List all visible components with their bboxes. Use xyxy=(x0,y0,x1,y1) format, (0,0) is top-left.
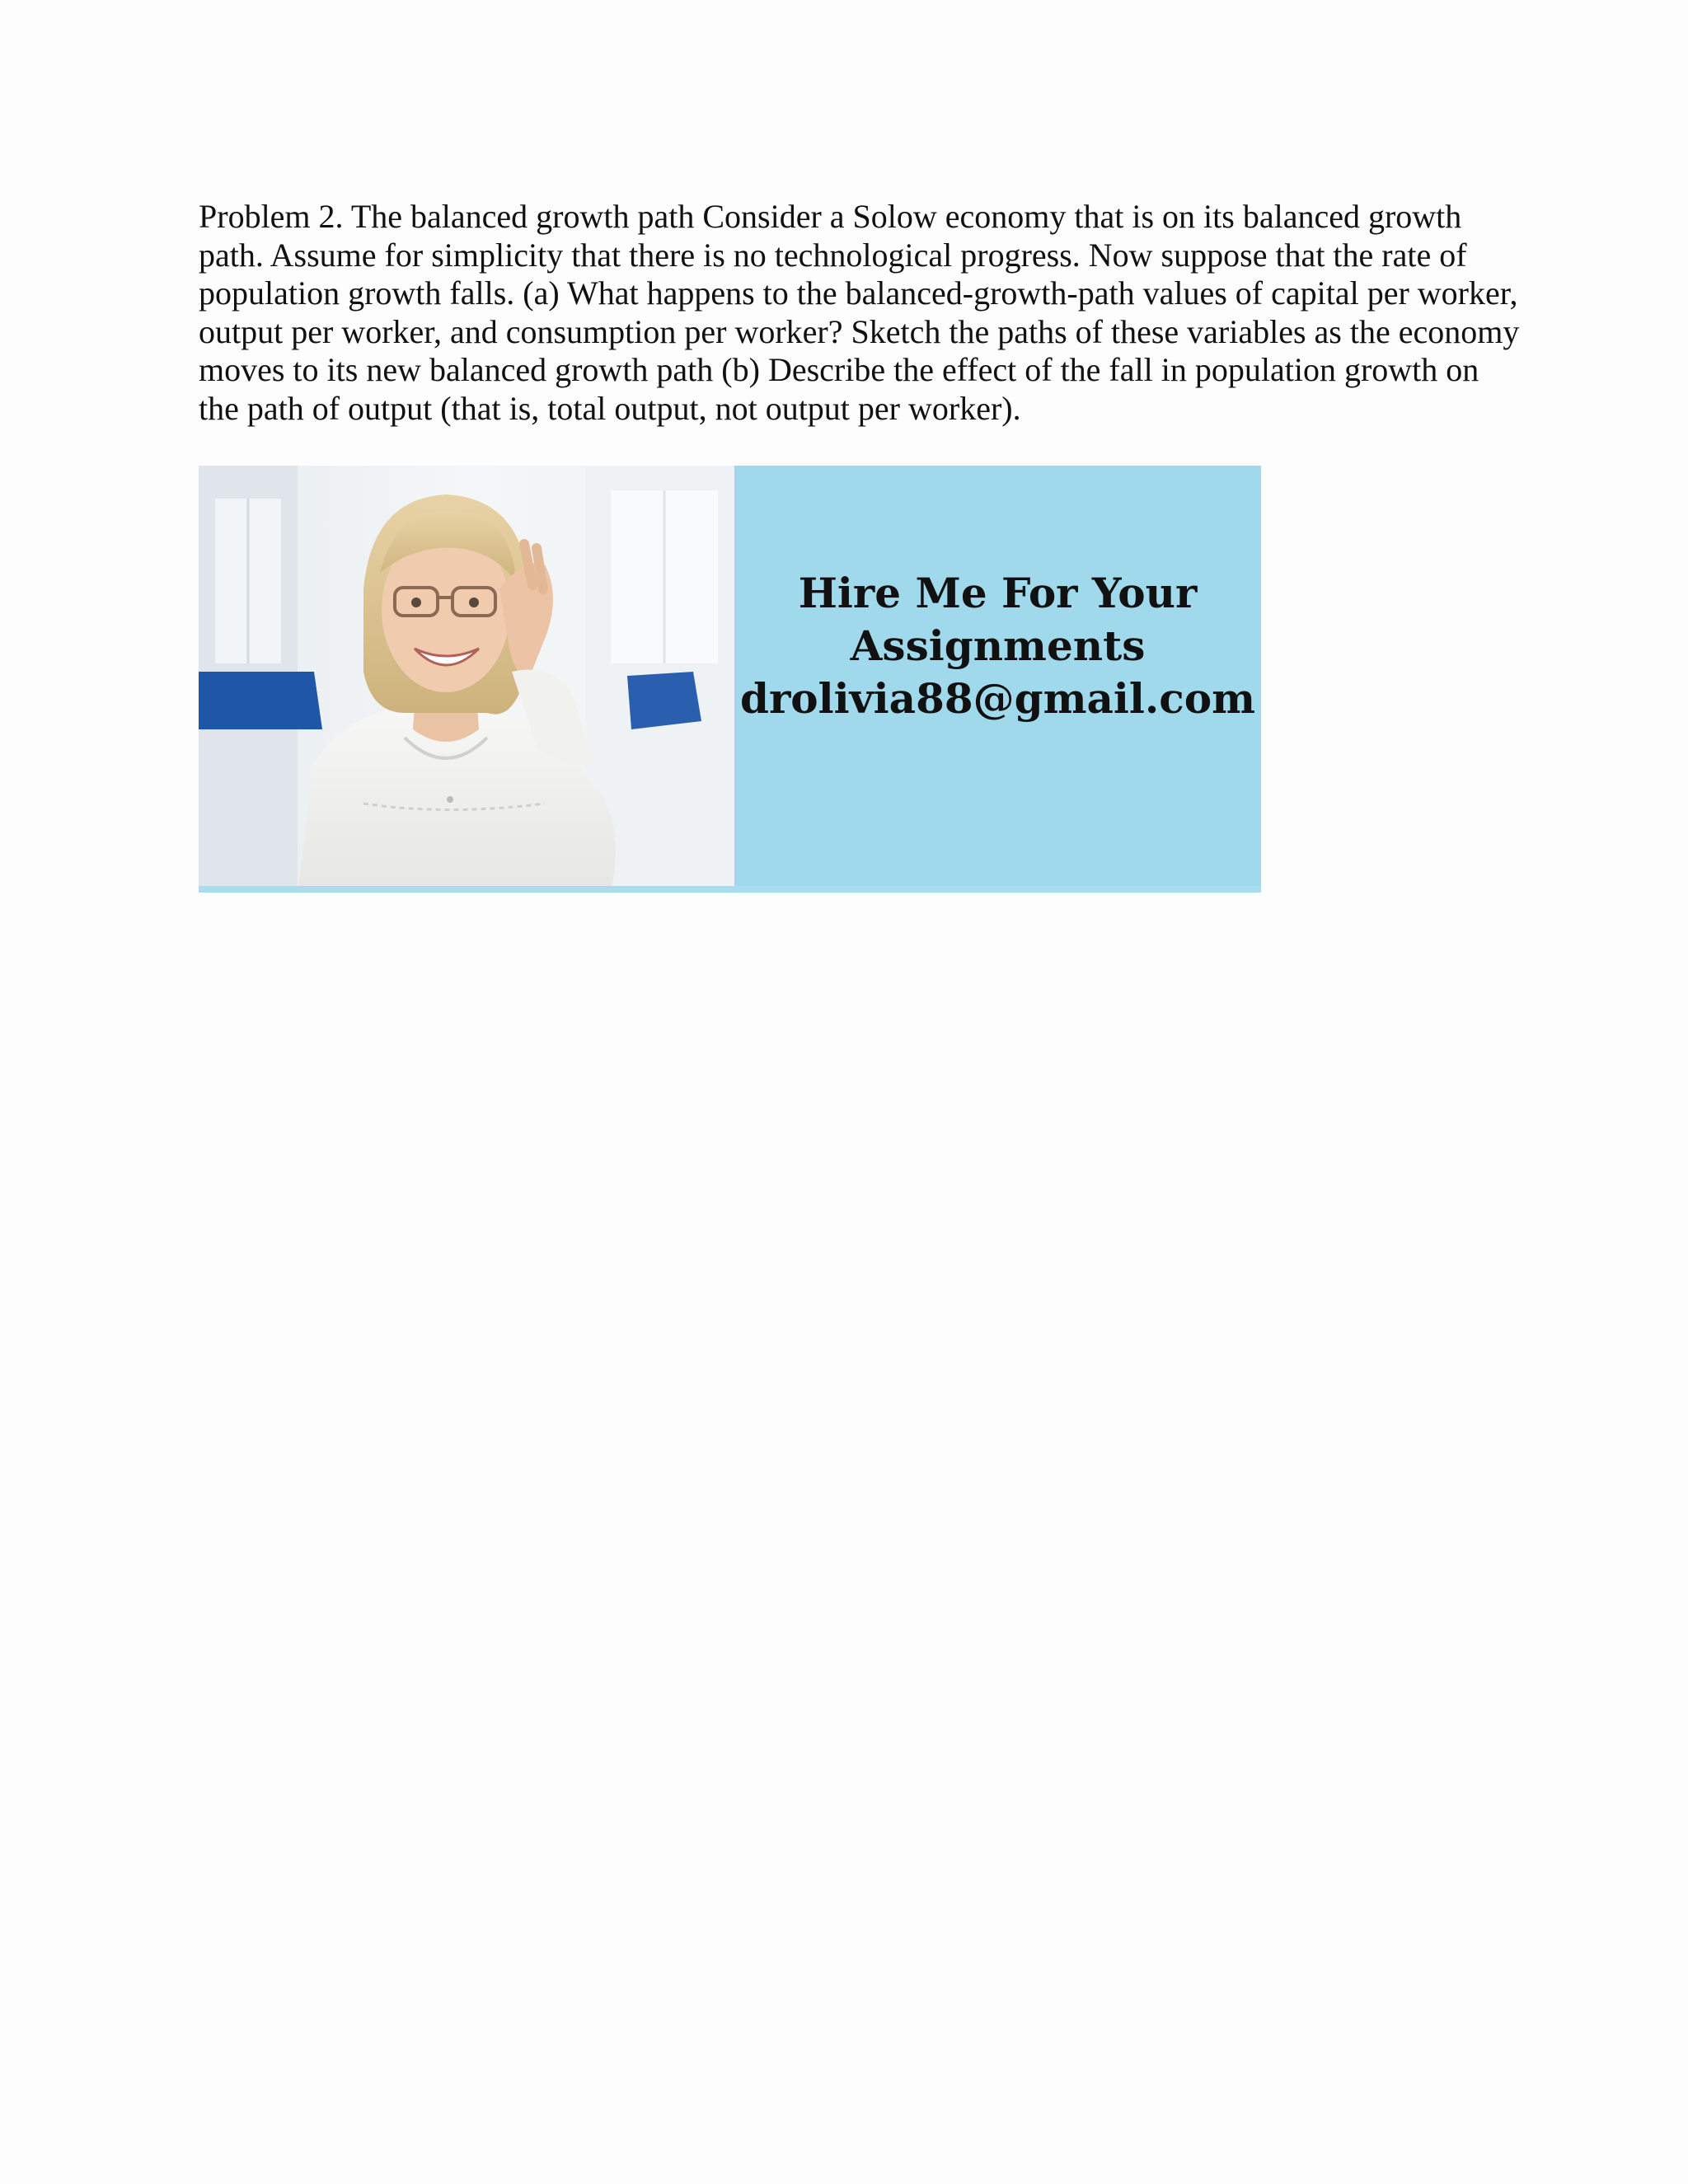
problem-statement: Problem 2. The balanced growth path Consider a Solow economy that is on its balanced growth path. Assume for simplicity that there is no technological progress. Now suppose that the rate of population growth falls. (a) What happens to the balanced-growth-path values of capital per worker, output per worker, and consumption per worker? Sketch the paths of these variables as the economy moves to its new balanced growth path (b) Describe the effect of the fall in population growth on the path of output (that is, total output, not output per worker). xyxy=(199,198,1520,427)
banner-bottom-strip xyxy=(199,886,1261,893)
promo-banner xyxy=(199,466,1261,893)
promo-panel xyxy=(734,466,1261,893)
woman-photo xyxy=(199,466,734,893)
contact-email: drolivia88@gmail.com xyxy=(739,674,1256,723)
promo-headline xyxy=(734,567,1261,725)
headline-line-1: Hire Me For Your xyxy=(798,569,1198,617)
headline-line-2: Assignments xyxy=(850,621,1146,670)
